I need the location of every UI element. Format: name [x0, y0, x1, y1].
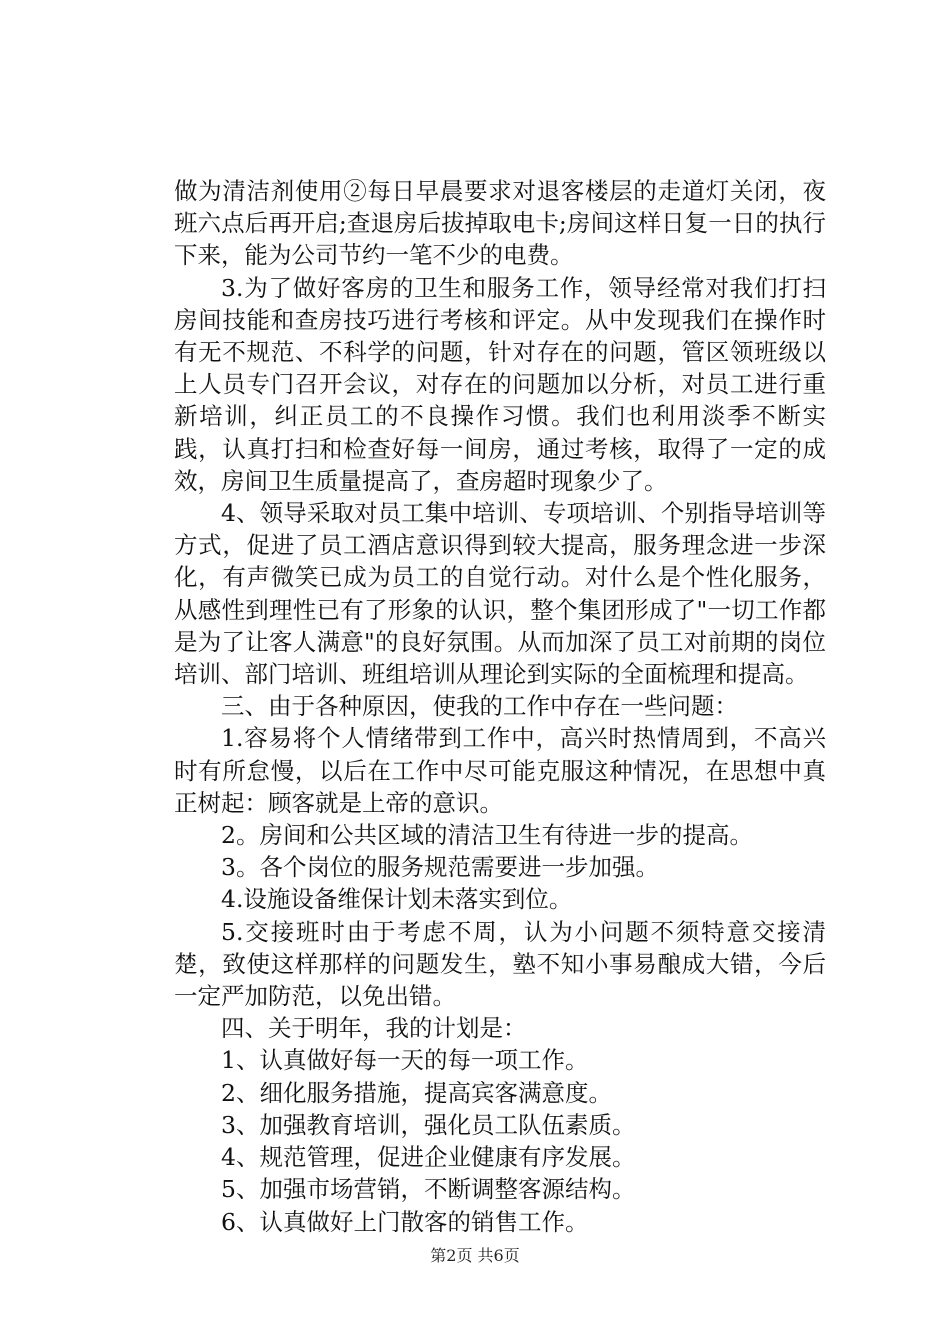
document-body [174, 175, 826, 1238]
paragraph-2: 3.为了做好客房的卫生和服务工作，领导经常对我们打扫房间技能和查房技巧进行考核和评定。从中发现我们在操作时有无不规范、不科学的问题，针对存在的问题，管区领班级以上人员专门召开会议，对存在的问题加以分析，对员工进行重新培训，纠正员工的不良操作习惯。我们也利用淡季不断实践，认真打扫和检查好每一间房，通过考核，取得了一定的成效，房间卫生质量提高了，查房超时现象少了。 [174, 273, 826, 495]
problem-item-5: 5.交接班时由于考虑不周，认为小问题不须特意交接清楚，致使这样那样的问题发生，塾不知小事易酿成大错，今后一定严加防范，以免出错。 [174, 917, 826, 1011]
problem-item-3: 3。各个岗位的服务规范需要进一步加强。 [221, 853, 659, 882]
problem-item-2: 2。房间和公共区域的清洁卫生有待进一步的提高。 [221, 821, 753, 850]
plan-item-2: 2、细化服务措施，提高宾客满意度。 [221, 1078, 612, 1107]
page-number-footer: 第2页 共6页 [430, 1246, 520, 1265]
problem-item-1: 1.容易将个人情绪带到工作中，高兴时热情周到，不高兴时有所怠慢，以后在工作中尽可能克服这种情况，在思想中真正树起：顾客就是上帝的意识。 [174, 724, 826, 817]
plan-item-1: 1、认真做好每一天的每一项工作。 [221, 1046, 589, 1075]
section-heading-4: 四、关于明年，我的计划是： [221, 1014, 527, 1043]
plan-item-3: 3、加强教育培训，强化员工队伍素质。 [221, 1110, 636, 1139]
section-heading-3: 三、由于各种原因，使我的工作中存在一些问题： [221, 692, 738, 721]
paragraph-3: 4、领导采取对员工集中培训、专项培训、个别指导培训等方式，促进了员工酒店意识得到较大提高，服务理念进一步深化，有声微笑已成为员工的自觉行动。对什么是个性化服务，从感性到理性已有了形象的认识，整个集团形成了"一切工作都是为了让客人满意"的良好氛围。从而加深了员工对前期的岗位培训、部门培训、班组培训从理论到实际的全面梳理和提高。 [174, 499, 826, 689]
paragraph-1: 做为清洁剂使用②每日早晨要求对退客楼层的走道灯关闭，夜班六点后再开启;查退房后拔掉取电卡;房间这样日复一日的执行下来，能为公司节约一笔不少的电费。 [174, 177, 826, 270]
problem-item-4: 4.设施设备维保计划未落实到位。 [221, 885, 573, 914]
plan-item-5: 5、加强市场营销，不断调整客源结构。 [221, 1175, 636, 1204]
plan-item-6: 6、认真做好上门散客的销售工作。 [221, 1207, 589, 1236]
plan-item-4: 4、规范管理，促进企业健康有序发展。 [221, 1143, 636, 1172]
